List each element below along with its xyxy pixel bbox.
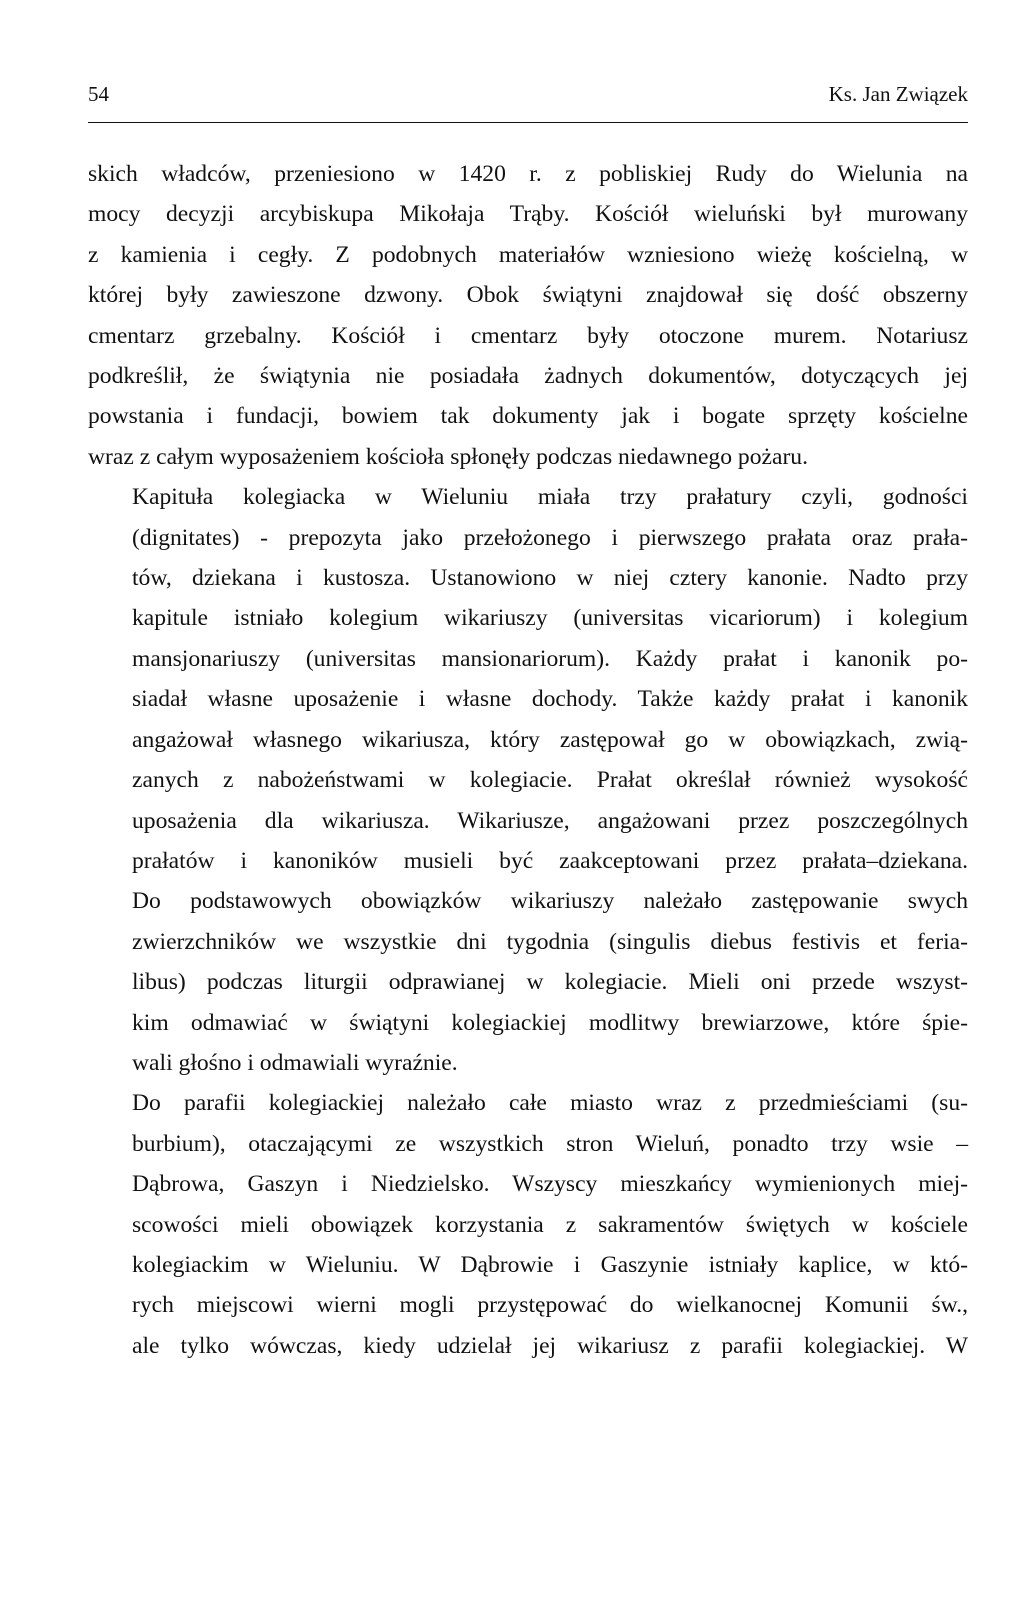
text-line: libus) podczas liturgii odprawianej w kolegiacie. Mieli oni przede wszyst-	[132, 969, 968, 996]
text-line: Do parafii kolegiackiej należało całe miasto wraz z przedmieściami (su-	[132, 1090, 968, 1117]
text-line: cmentarz grzebalny. Kościół i cmentarz były otoczone murem. Notariusz	[88, 322, 968, 349]
text-line: mansjonariuszy (universitas mansionariorum). Każdy prałat i kanonik po-	[132, 645, 968, 672]
text-line: wali głośno i odmawiali wyraźnie.	[132, 1049, 458, 1076]
text-line: podkreślił, że świątynia nie posiadała żadnych dokumentów, dotyczących jej	[88, 363, 968, 390]
text-line: mocy decyzji arcybiskupa Mikołaja Trąby. Kościół wieluński był murowany	[88, 201, 968, 228]
text-line: zwierzchników we wszystkie dni tygodnia (singulis diebus festivis et feria-	[132, 928, 968, 955]
running-header	[88, 70, 968, 112]
header-rule	[88, 122, 968, 123]
text-line: kapitule istniało kolegium wikariuszy (universitas vicariorum) i kolegium	[132, 605, 968, 632]
text-line: kolegiackim w Wieluniu. W Dąbrowie i Gaszynie istniały kaplice, w któ-	[132, 1251, 968, 1278]
running-head-author: Ks. Jan Związek	[828, 82, 968, 106]
text-line: skich władców, przeniesiono w 1420 r. z pobliskiej Rudy do Wielunia na	[88, 161, 968, 187]
body-text	[88, 154, 968, 1366]
text-line: wraz z całym wyposażeniem kościoła spłonęły podczas niedawnego pożaru.	[88, 443, 809, 470]
text-line: scowości mieli obowiązek korzystania z sakramentów świętych w kościele	[132, 1211, 968, 1238]
text-line: uposażenia dla wikariusza. Wikariusze, angażowani przez poszczególnych	[132, 807, 968, 834]
text-line: Do podstawowych obowiązków wikariuszy należało zastępowanie swych	[132, 888, 968, 915]
text-line: Dąbrowa, Gaszyn i Niedzielsko. Wszyscy mieszkańcy wymienionych miej-	[132, 1171, 968, 1198]
paragraph	[88, 477, 968, 1083]
paragraph	[88, 1083, 968, 1366]
text-line: rych miejscowi wierni mogli przystępować do wielkanocnej Komunii św.,	[132, 1292, 968, 1319]
text-line: angażował własnego wikariusza, który zastępował go w obowiązkach, zwią-	[132, 726, 968, 753]
text-line: Kapituła kolegiacka w Wieluniu miała trzy prałatury czyli, godności	[132, 484, 968, 511]
text-line: z kamienia i cegły. Z podobnych materiałów wzniesiono wieżę kościelną, w	[88, 241, 968, 268]
text-line: której były zawieszone dzwony. Obok świątyni znajdował się dość obszerny	[88, 282, 968, 309]
page-number: 54	[88, 82, 109, 106]
text-line: kim odmawiać w świątyni kolegiackiej modlitwy brewiarzowe, które śpie-	[132, 1009, 968, 1036]
text-line: tów, dziekana i kustosza. Ustanowiono w niej cztery kanonie. Nadto przy	[132, 565, 968, 592]
text-line: burbium), otaczającymi ze wszystkich stron Wieluń, ponadto trzy wsie –	[132, 1130, 968, 1157]
text-line: zanych z nabożeństwami w kolegiacie. Prałat określał również wysokość	[132, 767, 968, 794]
book-page	[88, 70, 968, 1359]
text-line: ale tylko wówczas, kiedy udzielał jej wikariusz z parafii kolegiackiej. W	[132, 1332, 968, 1359]
text-line: (dignitates) - prepozyta jako przełożonego i pierwszego prałata oraz prała-	[132, 524, 968, 551]
paragraph	[88, 154, 968, 477]
text-line: prałatów i kanoników musieli być zaakceptowani przez prałata–dziekana.	[132, 847, 968, 874]
text-line: powstania i fundacji, bowiem tak dokumenty jak i bogate sprzęty kościelne	[88, 403, 968, 430]
text-line: siadał własne uposażenie i własne dochody. Także każdy prałat i kanonik	[132, 686, 968, 713]
